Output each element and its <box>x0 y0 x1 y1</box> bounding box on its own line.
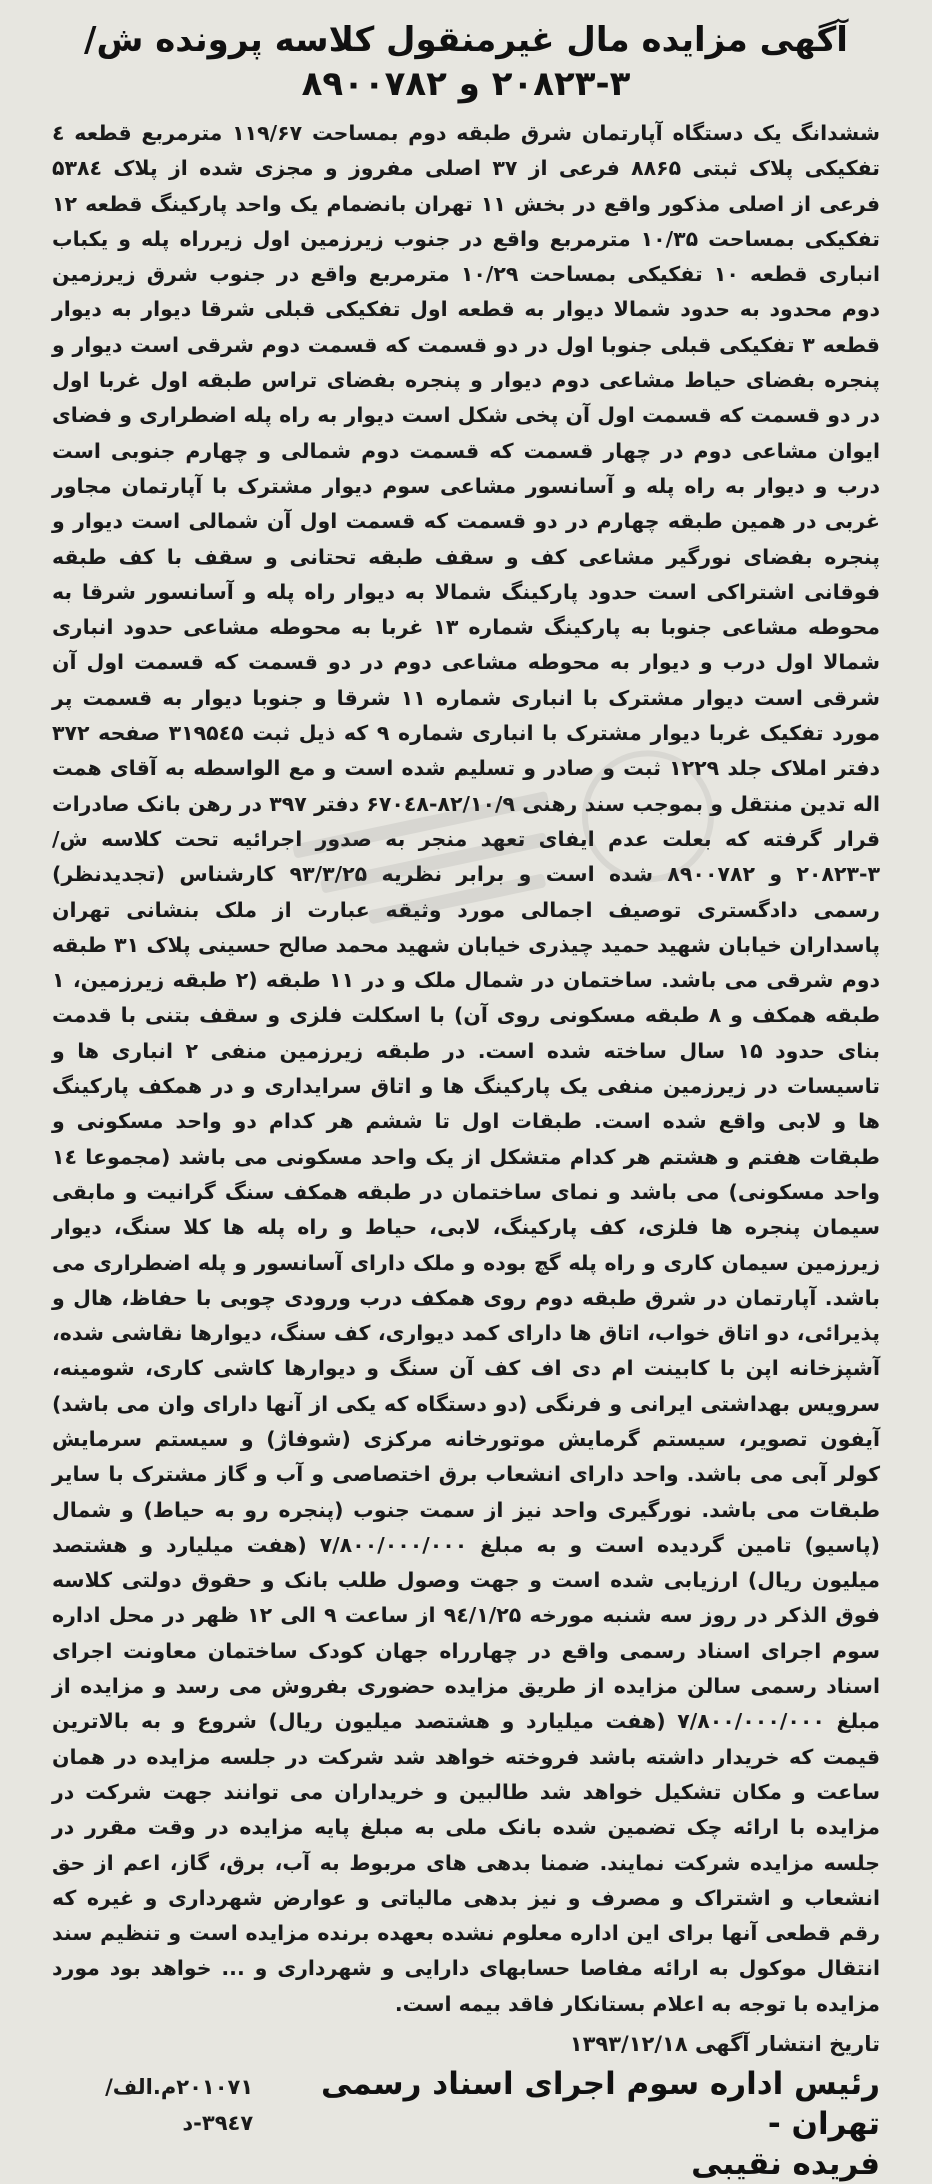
notice-body: ششدانگ یک دستگاه آپارتمان شرق طبقه دوم بمساحت ۱۱۹/۶۷ مترمربع قطعه ٤ تفکیکی پلاک ثبتی ۸۸۶۵ فرعی از ۳۷ اصلی مفروز و مجزی شده از پلاک ۵۳۸٤ فرعی از اصلی مذکور واقع در بخش ۱۱ تهران بانضمام یک واحد پارکینگ قطعه ۱۲ تفکیکی بمساحت ۱۰/۳۵ مترمربع واقع در جنوب زیرزمین اول زیرراه پله و یکباب انباری قطعه ۱۰ تفکیکی بمساحت ۱۰/۲۹ مترمربع واقع در جنوب شرق زیرزمین دوم محدود به حدود شمالا دیوار به قطعه اول تفکیکی قبلی شرقا دیوار به دیوار قطعه ۳ تفکیکی قبلی جنوبا اول در دو قسمت که قسمت دوم شرقی است دیوار و پنجره بفضای حیاط مشاعی دوم دیوار و پنجره بفضای تراس طبقه اول غربا اول در دو قسمت که قسمت اول آن پخی شکل است دیوار به راه پله اضطراری و فضای ایوان مشاعی دوم در چهار قسمت که قسمت دوم شمالی و چهارم جنوبی است درب و دیوار به راه پله و آسانسور مشاعی سوم دیوار مشترک با آپارتمان مجاور غربی در همین طبقه چهارم در دو قسمت که قسمت اول آن شمالی است دیوار و پنجره بفضای نورگیر مشاعی کف و سقف طبقه تحتانی و سقف با کف طبقه فوقانی اشتراکی است حدود پارکینگ شمالا به دیوار راه پله و آسانسور شرقا به محوطه مشاعی جنوبا به پارکینگ شماره ۱۳ غربا به محوطه مشاعی حدود انباری شمالا اول درب و دیوار به محوطه مشاعی دوم در دو قسمت که قسمت اول آن شرقی است دیوار مشترک با انباری شماره ۱۱ شرقا و جنوبا دیوار به قسمت پر مورد تفکیک غربا دیوار مشترک با انباری شماره ۹ که ذیل ثبت ۳۱۹۵٤۵ صفحه ۳۷۲ دفتر املاک جلد ۱۲۲۹ ثبت و صادر و تسلیم شده است و مع الواسطه به آقای همت اله تدین منتقل و بموجب سند رهنی ۸۲/۱۰/۹-۶۷۰٤۸ دفتر ۳۹۷ در رهن بانک صادرات قرار گرفته که بعلت عدم ایفای تعهد منجر به صدور اجرائیه تحت کلاسه ش/۳-۲۰۸۲۳ و ۸۹۰۰۷۸۲ شده است و برابر نظریه ۹۳/۳/۲۵ کارشناس (تجدیدنظر) رسمی دادگستری توصیف اجمالی مورد وثیقه عبارت از ملک بنشانی تهران پاسداران خیابان شهید حمید چیذری خیابان شهید محمد صالح حسینی پلاک ۳۱ طبقه دوم شرقی می باشد. ساختمان در شمال ملک و در ۱۱ طبقه (۲ طبقه زیرزمین، ۱ طبقه همکف و ۸ طبقه مسکونی روی آن) با اسکلت فلزی و سقف بتنی با قدمت بنای حدود ۱۵ سال ساخته شده است. در طبقه زیرزمین منفی ۲ انباری ها و تاسیسات در زیرزمین منفی یک پارکینگ ها و اتاق سرایداری و در همکف پارکینگ ها و لابی واقع شده است. طبقات اول تا ششم هر کدام دو واحد مسکونی و طبقات هفتم و هشتم هر کدام متشکل از یک واحد مسکونی می باشد (مجموعا ۱٤ واحد مسکونی) می باشد و نمای ساختمان در طبقه همکف سنگ گرانیت و مابقی سیمان پنجره ها فلزی، کف پارکینگ، لابی، حیاط و راه پله ها کلا سنگ، دیوار زیرزمین سیمان کاری و راه پله گچ بوده و ملک دارای آسانسور و پله اضطراری می باشد. آپارتمان در شرق طبقه دوم روی همکف درب ورودی چوبی با حفاظ، هال و پذیرائی، دو اتاق خواب، اتاق ها دارای کمد دیواری، کف سنگ، دیوارها نقاشی شده، آشپزخانه اپن با کابینت ام دی اف کف آن سنگ و دیوارها کاشی کاری، شومینه، سرویس بهداشتی ایرانی و فرنگی (دو دستگاه که یکی از آنها دارای وان می باشد) آیفون تصویر، سیستم گرمایش موتورخانه مرکزی (شوفاژ) و سیستم سرمایش کولر آبی می باشد. واحد دارای انشعاب برق اختصاصی و آب و گاز مشترک با سایر طبقات می باشد. نورگیری واحد نیز از سمت جنوب (پنجره رو به حیاط) و شمال (پاسیو) تامین گردیده است و به مبلغ ۷/۸۰۰/۰۰۰/۰۰۰ (هفت میلیارد و هشتصد میلیون ریال) ارزیابی شده است و جهت وصول طلب بانک و حقوق دولتی کلاسه فوق الذکر در روز سه شنبه مورخه ۹٤/۱/۲۵ از ساعت ۹ الی ۱۲ ظهر در محل اداره سوم اجرای اسناد رسمی واقع در چهارراه جهان کودک ساختمان معاونت اجرای اسناد رسمی سالن مزایده از طریق مزایده حضوری بفروش می رسد و مزایده از مبلغ ۷/۸۰۰/۰۰۰/۰۰۰ (هفت میلیارد و هشتصد میلیون ریال) شروع و به بالاترین قیمت که خریدار داشته باشد فروخته خواهد شد شرکت در جلسه مزایده در همان ساعت و مکان تشکیل خواهد شد طالبین و خریداران می توانند جهت شرکت در مزایده با ارائه چک تضمین شده بانک ملی به مبلغ پایه مزایده در وقت مقرر در جلسه مزایده شرکت نمایند. ضمنا بدهی های مربوط به آب، برق، گاز، اعم از حق انشعاب و اشتراک و مصرف و نیز بدهی مالیاتی و عوارض شهرداری و غیره که رقم قطعی آنها برای این اداره معلوم نشده بعهده برنده مزایده است و تنظیم سند انتقال موکول به ارائه مفاصا حسابهای دارایی و شهرداری و ... خواهد بود مورد مزایده با توجه به اعلام بستانکار فاقد بیمه است. <box>52 121 881 2016</box>
signer-name: فریده نقیبی <box>691 2146 880 2183</box>
document-number: ۲۰۱۰۷۱م.الف/۳۹٤۷-د <box>105 2075 254 2136</box>
signer-title: رئیس اداره سوم اجرای اسناد رسمی تهران - <box>321 2066 880 2143</box>
notice-title: آگهی مزایده مال غیرمنقول کلاسه پرونده ش/۳-۲۰۸۲۳ و ۸۹۰۰۷۸۲ <box>84 20 848 104</box>
signature-line <box>52 2064 880 2144</box>
publish-date: تاریخ انتشار آگهی ۱۳۹۳/۱۲/۱۸ <box>569 2032 880 2057</box>
